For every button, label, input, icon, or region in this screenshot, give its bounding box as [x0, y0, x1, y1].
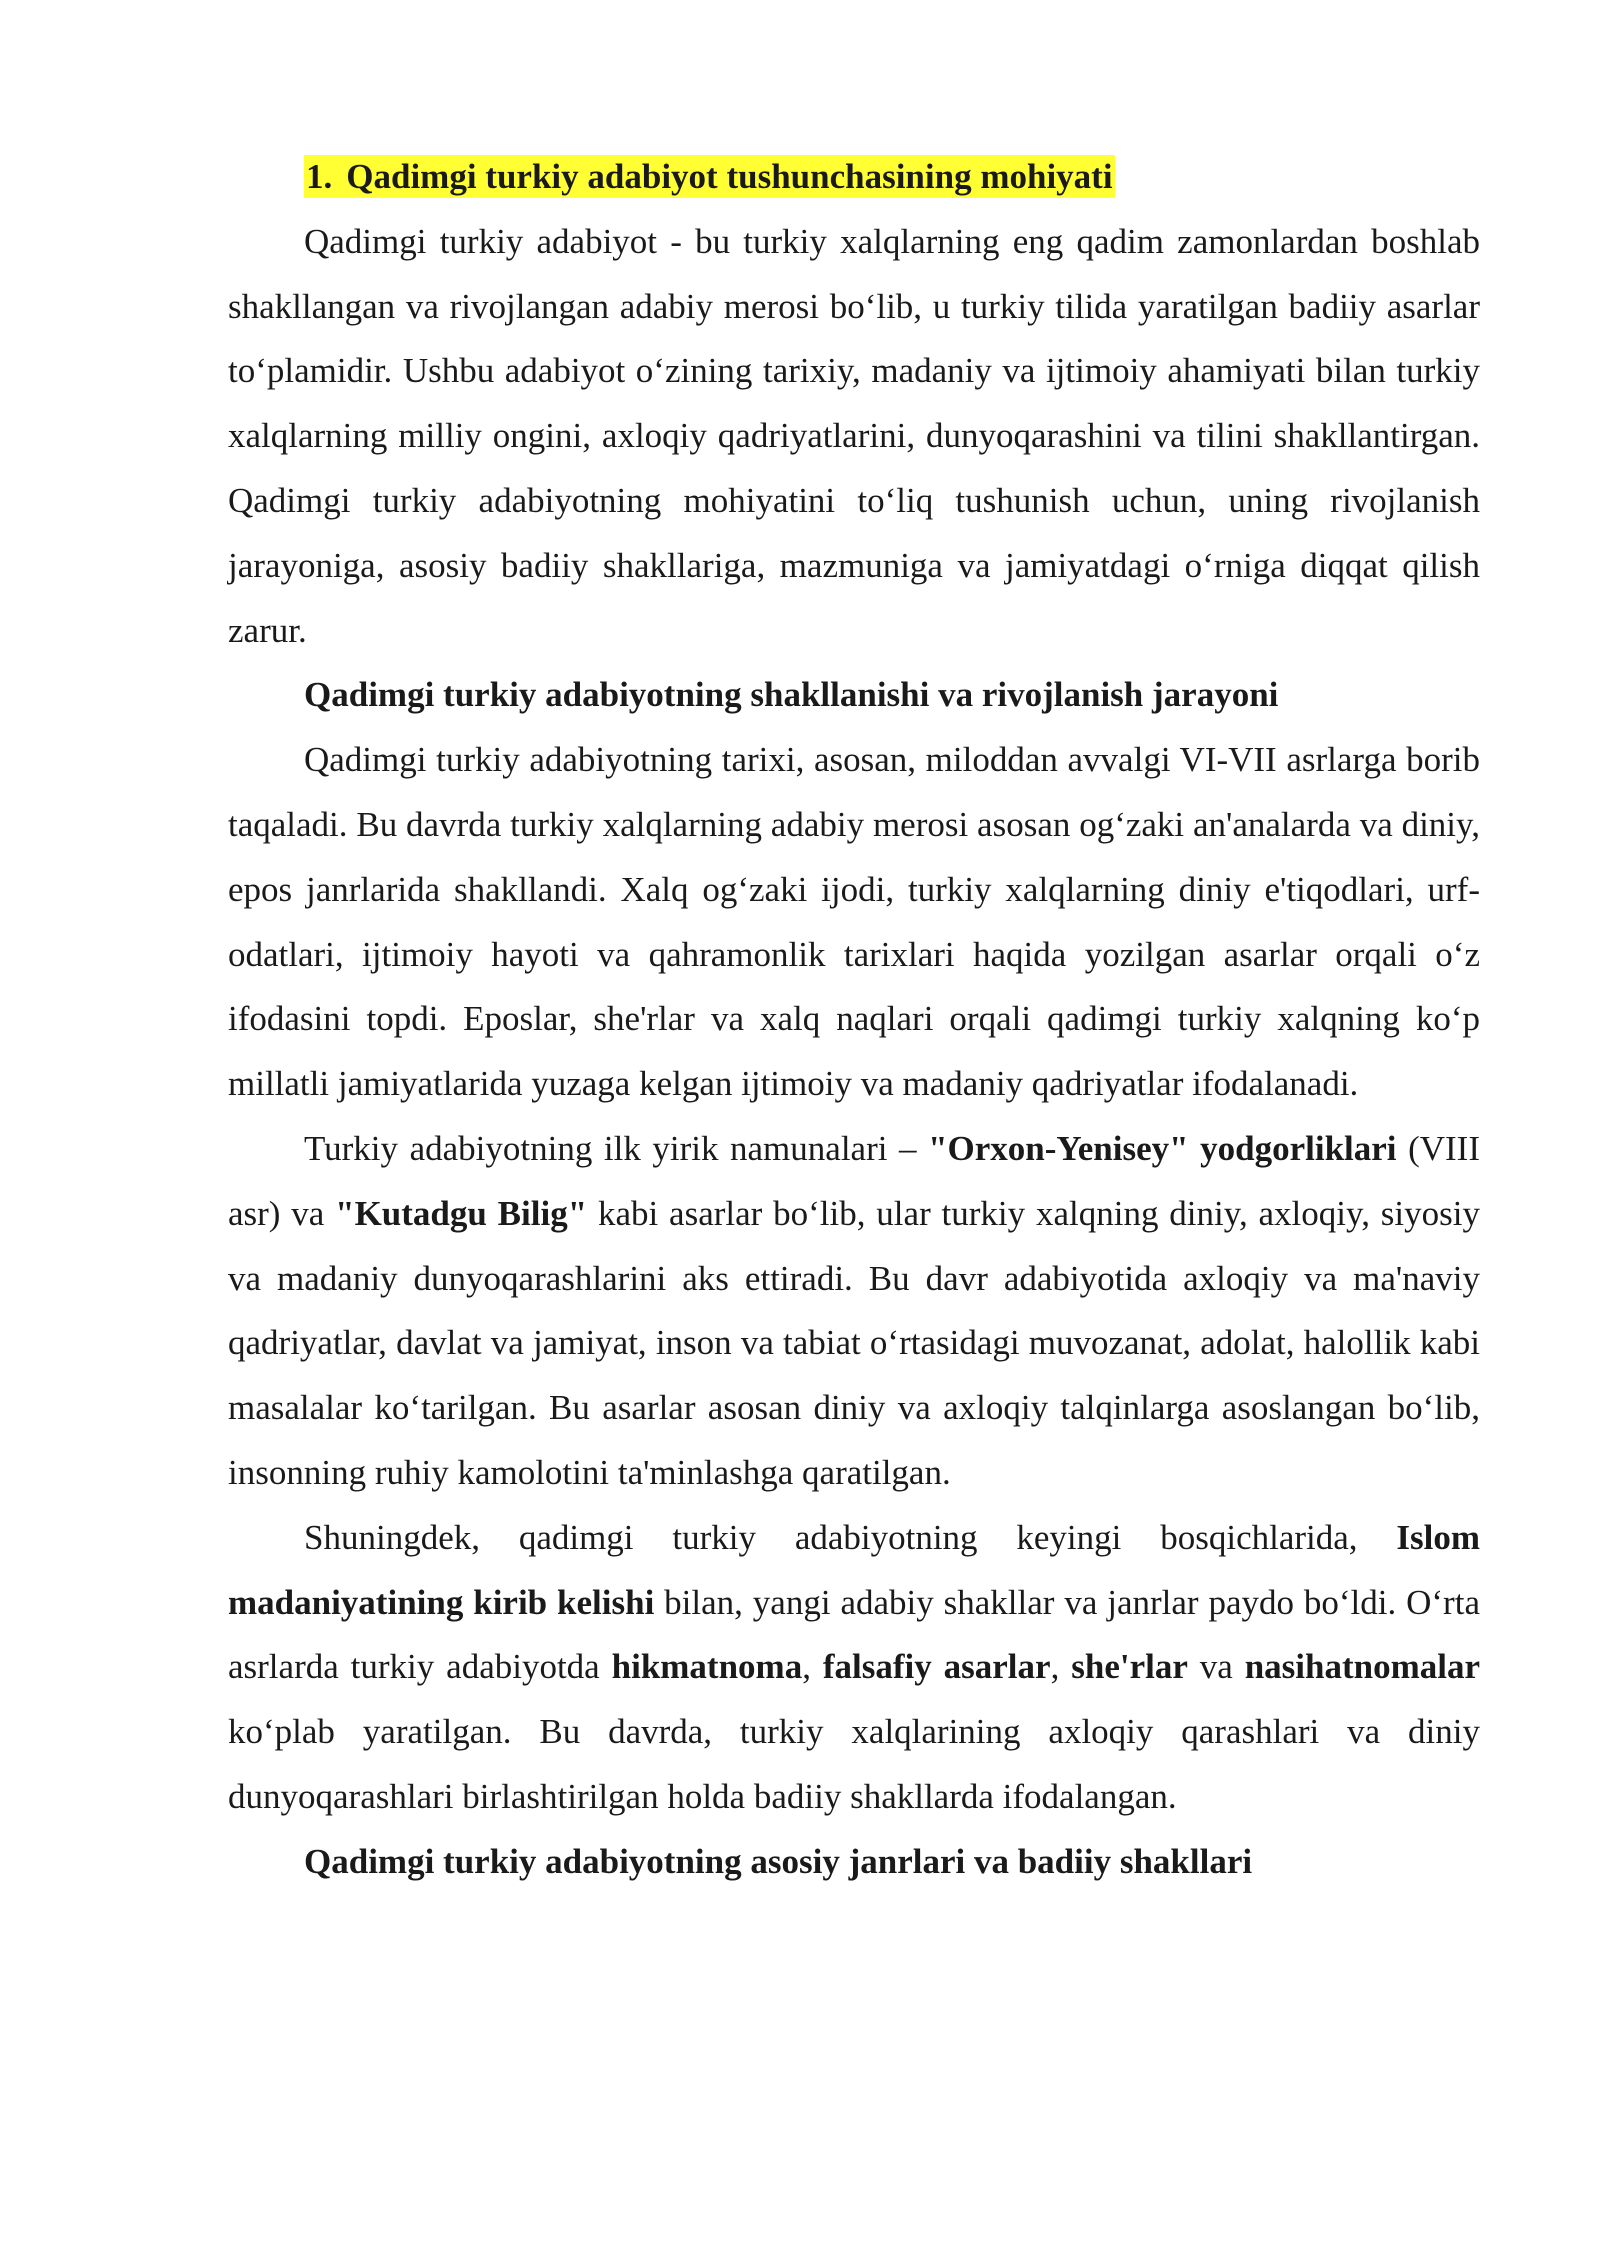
- bold-term-nasihatnomalar: nasihatnomalar: [1244, 1647, 1481, 1687]
- text-run: Turkiy adabiyotning ilk yirik namunalari –: [304, 1128, 929, 1168]
- subheading-genres: Qadimgi turkiy adabiyotning asosiy janrlari va badiiy shakllari: [304, 1841, 1253, 1881]
- text-run: kabi asarlar bo‘lib, ular turkiy xalqning diniy, axloqiy, siyosiy va madaniy dunyoqarashlarini aks ettiradi. Bu davr adabiyotida axloqiy va ma'naviy qadriyatlar, davlat va jamiyat, inson va tabiat o‘rtasidagi muvozanat, adolat, halollik kabi masalalar ko‘tarilgan. Bu asarlar asosan diniy va axloqiy talqinlarga asoslangan bo‘lib, insonning ruhiy kamolotini ta'minlashga qaratilgan.: [228, 1193, 1480, 1492]
- bold-term-kutadgu: "Kutadgu Bilig": [335, 1193, 588, 1233]
- text-run: va: [1187, 1647, 1245, 1687]
- text-run: bilan, yangi adabiy shakllar va janrlar paydo bo‘ldi. O‘rta asrlarda turkiy adabiyotda: [228, 1582, 1480, 1687]
- paragraph-history: Qadimgi turkiy adabiyotning tarixi, asosan, miloddan avvalgi VI-VII asrlarga borib taqaladi. Bu davrda turkiy xalqlarning adabiy merosi asosan og‘zaki an'analarda va diniy, epos janrlarida shakllandi. Xalq og‘zaki ijodi, turkiy xalqlarning diniy e'tiqodlari, urf-odatlari, ijtimoiy hayoti va qahramonlik tarixlari haqida yozilgan asarlar orqali o‘z ifodasini topdi. Eposlar, she'rlar va xalq naqlari orqali qadimgi turkiy xalqning ko‘p millatli jamiyatlarida yuzaga kelgan ijtimoiy va madaniy qadriyatlar ifodalanadi.: [228, 740, 1480, 1104]
- subheading-formation: Qadimgi turkiy adabiyotning shakllanishi va rivojlanish jarayoni: [304, 675, 1279, 715]
- bold-term-sherlar: she'rlar: [1071, 1647, 1188, 1687]
- section-number: 1.: [306, 157, 333, 196]
- text-run: ,: [802, 1647, 823, 1687]
- section-heading: [228, 145, 1480, 210]
- text-run: Shuningdek, qadimgi turkiy adabiyotning keyingi bosqichlarida,: [304, 1517, 1397, 1557]
- paragraph-monuments: [228, 1117, 1480, 1506]
- section-title: Qadimgi turkiy adabiyot tushunchasining mohiyati: [346, 157, 1113, 196]
- bold-term-hikmatnoma: hikmatnoma: [611, 1647, 803, 1687]
- bold-term-islom: Islom madaniyatining kirib kelishi: [228, 1517, 1480, 1622]
- text-run: (VIII asr) va: [228, 1128, 1480, 1233]
- paragraph-intro: Qadimgi turkiy adabiyot - bu turkiy xalqlarning eng qadim zamonlardan boshlab shakllangan va rivojlangan adabiy merosi bo‘lib, u turkiy tilida yaratilgan badiiy asarlar to‘plamidir. Ushbu adabiyot o‘zining tarixiy, madaniy va ijtimoiy ahamiyati bilan turkiy xalqlarning milliy ongini, axloqiy qadriyatlarini, dunyoqarashini va tilini shakllantirgan. Qadimgi turkiy adabiyotning mohiyatini to‘liq tushunish uchun, uning rivojlanish jarayoniga, asosiy badiiy shakllariga, mazmuniga va jamiyatdagi o‘rniga diqqat qilish zarur.: [228, 221, 1480, 650]
- bold-term-orxon: "Orxon-Yenisey" yodgorliklari: [928, 1128, 1397, 1168]
- text-run: ko‘plab yaratilgan. Bu davrda, turkiy xalqlarining axloqiy qarashlari va diniy dunyoqarashlari birlashtirilgan holda badiiy shakllarda ifodalangan.: [228, 1712, 1480, 1816]
- text-run: ,: [1050, 1647, 1072, 1687]
- document-page: [228, 145, 1480, 1895]
- paragraph-islam: [228, 1506, 1480, 1830]
- highlighted-heading: [304, 155, 1115, 198]
- bold-term-falsafiy: falsafiy asarlar: [822, 1647, 1051, 1687]
